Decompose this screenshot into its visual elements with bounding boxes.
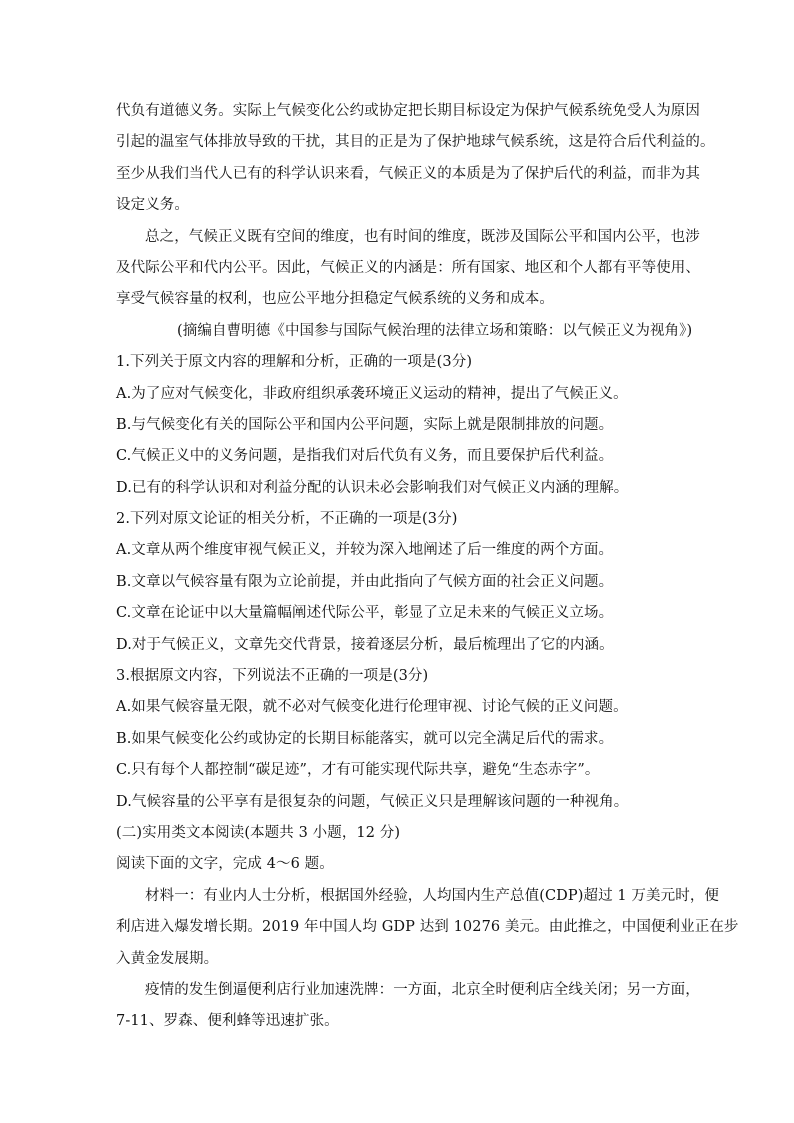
option-b: B.如果气候变化公约或协定的长期目标能落实，就可以完全满足后代的需求。 bbox=[116, 730, 614, 747]
option-d: D.对于气候正义，文章先交代背景，接着逐层分析，最后梳理出了它的内涵。 bbox=[116, 636, 614, 653]
text-line: 利店进入爆发增长期。2019 年中国人均 GDP 达到 10276 美元。由此推之，中国便利业正在步 bbox=[116, 919, 739, 936]
passage-paragraph-1 bbox=[116, 96, 715, 222]
text-line: 材料一：有业内人士分析，根据国外经验，人均国内生产总值(CDP)超过 1 万美元时，便 bbox=[145, 887, 720, 904]
text-line: 及代际公平和代内公平。因此，气候正义的内涵是：所有国家、地区和个人都有平等使用、 bbox=[116, 259, 700, 276]
text-line: 代负有道德义务。实际上气候变化公约或协定把长期目标设定为保护气候系统免受人为原因 bbox=[116, 103, 700, 119]
passage-source: (摘编自曹明德《中国参与国际气候治理的法律立场和策略：以气候正义为视角》) bbox=[177, 322, 693, 339]
section-heading: (二)实用类文本阅读(本题共 3 小题，12 分) bbox=[116, 824, 401, 841]
option-a: A.文章从两个维度审视气候正义，并较为深入地阐述了后一维度的两个方面。 bbox=[116, 542, 614, 559]
text-line: 疫情的发生倒逼便利店行业加速洗牌：一方面，北京全时便利店全线关闭；另一方面， bbox=[145, 981, 700, 998]
section-instruction: 阅读下面的文字，完成 4～6 题。 bbox=[116, 856, 334, 873]
text-line: 设定义务。 bbox=[116, 197, 189, 214]
page-content bbox=[116, 96, 739, 1038]
text-line: 总之，气候正义既有空间的维度，也有时间的维度，既涉及国际公平和国内公平，也涉 bbox=[145, 228, 700, 245]
option-d: D.已有的科学认识和对利益分配的认识未必会影响我们对气候正义内涵的理解。 bbox=[116, 479, 629, 496]
option-a: A.如果气候容量无限，就不必对气候变化进行伦理审视、讨论气候的正义问题。 bbox=[116, 699, 628, 716]
question-1 bbox=[116, 347, 686, 504]
material-1-paragraph-2 bbox=[116, 975, 700, 1038]
option-c: C.气候正义中的义务问题，是指我们对后代负有义务，而且要保护后代利益。 bbox=[116, 448, 614, 465]
question-stem: 3.根据原文内容，下列说法不正确的一项是(3分) bbox=[116, 668, 429, 685]
material-1-paragraph bbox=[116, 881, 739, 975]
text-line: 至少从我们当代人已有的科学认识来看，气候正义的本质是为了保护后代的利益，而非为其 bbox=[116, 165, 700, 182]
option-a: A.为了应对气候变化，非政府组织承袭环境正义运动的精神，提出了气候正义。 bbox=[116, 385, 628, 402]
option-c: C.文章在论证中以大量篇幅阐述代际公平，彰显了立足未来的气候正义立场。 bbox=[116, 605, 614, 622]
option-c: C.只有每个人都控制“碳足迹”，才有可能实现代际共享，避免“生态赤字”。 bbox=[116, 762, 600, 779]
question-2 bbox=[116, 504, 686, 661]
text-line: 享受气候容量的权利，也应公平地分担稳定气候系统的义务和成本。 bbox=[116, 291, 554, 308]
option-b: B.文章以气候容量有限为立论前提，并由此指向了气候方面的社会正义问题。 bbox=[116, 573, 614, 590]
option-b: B.与气候变化有关的国际公平和国内公平问题，实际上就是限制排放的问题。 bbox=[116, 416, 614, 433]
text-line: 引起的温室气体排放导致的干扰，其目的正是为了保护地球气候系统，这是符合后代利益的。 bbox=[116, 134, 715, 151]
text-line: 7-11、罗森、便利蜂等迅速扩张。 bbox=[116, 1013, 339, 1030]
question-stem: 2.下列对原文论证的相关分析，不正确的一项是(3分) bbox=[116, 511, 458, 528]
question-3 bbox=[116, 661, 686, 818]
option-d: D.气候容量的公平享有是很复杂的问题，气候正义只是理解该问题的一种视角。 bbox=[116, 793, 629, 810]
question-stem: 1.下列关于原文内容的理解和分析，正确的一项是(3分) bbox=[116, 354, 473, 371]
text-line: 入黄金发展期。 bbox=[116, 950, 219, 967]
passage-paragraph-2 bbox=[116, 222, 700, 316]
